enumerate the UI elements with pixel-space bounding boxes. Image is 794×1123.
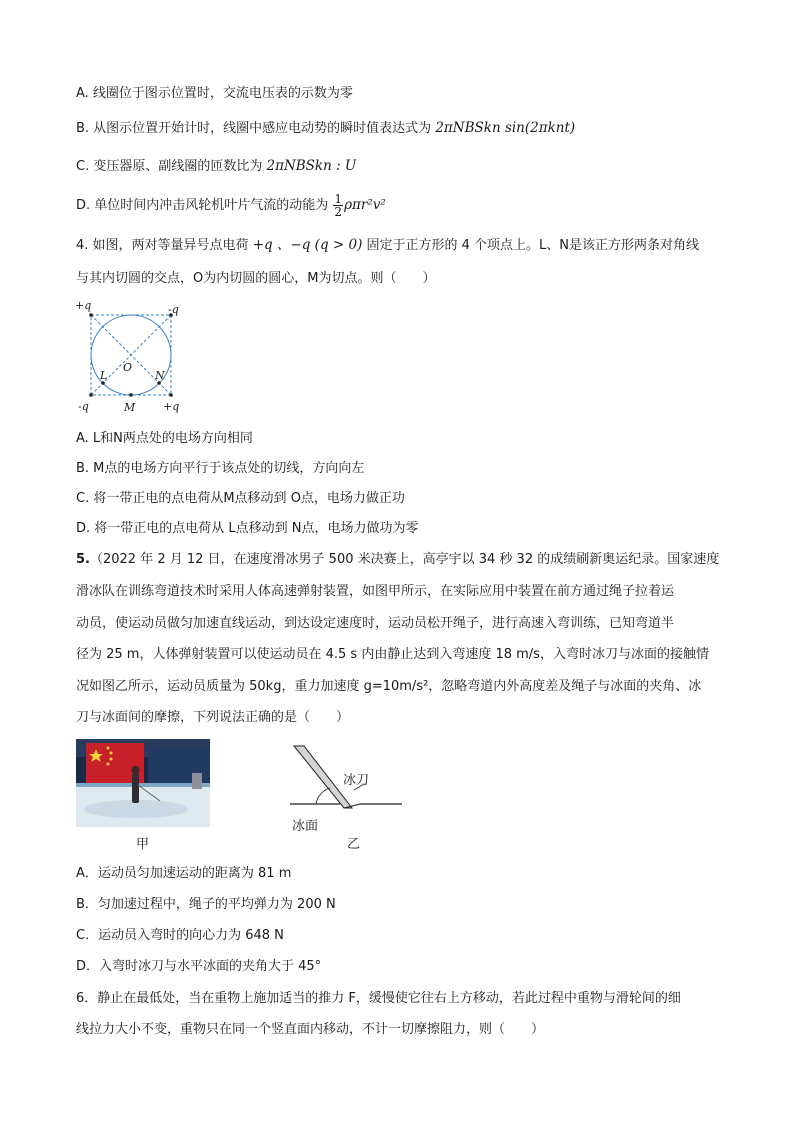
q4-stem-text-b: 固定于正方形的 4 个项点上。L、N是该正方形两条对角线 [366,238,699,253]
label-ice-surface: 冰面 [292,819,319,834]
q3-option-c-text: C. 变压器原、副线圈的匝数比为 [76,159,263,174]
q5-number: 5. [76,552,90,567]
q3-option-d-text: D. 单位时间内冲击风轮机叶片气流的动能为 [76,198,329,213]
q4-stem-line2: 与其内切圆的交点，O为内切圆的圆心，M为切点。则（ ） [76,271,436,286]
q4-option-d: D. 将一带正电的点电荷从 L点移动到 N点，电场力做功为零 [76,521,419,536]
q3-option-c-formula: 2πNBSkn : U [266,158,357,174]
q4-option-b: B. M点的电场方向平行于该点处的切线，方向向左 [76,461,365,476]
q4-square-charge-figure [74,297,186,419]
vertex-dot-top-left [89,313,93,317]
label-blade: 冰刀 [343,773,370,788]
point-label-m: M [124,401,136,414]
q5-option-b: B．匀加速过程中，绳子的平均弹力为 200 N [76,897,336,912]
q4-option-c: C. 将一带正电的点电荷从M点移动到 O点，电场力做正功 [76,491,405,506]
q3-option-b [76,119,575,138]
q4-stem-text-a: 4. 如图，两对等量异号点电荷 [76,238,249,253]
flag-small-star-1 [107,747,110,750]
q3-option-b-formula: 2πNBSkn sin(2πknt) [435,120,576,136]
figure-jia-caption: 甲 [136,837,150,852]
center-label-o: O [123,361,133,374]
charge-label-top-right: -q [168,303,179,316]
vertex-dot-bottom-right [169,393,173,397]
q3-option-a: A. 线圈位于图示位置时，交流电压表的示数为零 [76,86,353,101]
q5-option-d: D．入弯时冰刀与水平冰面的夹角大于 45° [76,959,322,974]
charge-label-bottom-left: -q [78,400,89,413]
flag-small-star-4 [107,763,110,766]
q5-photo-jia [76,739,210,827]
q3-option-d-formula: ρπr²v² [344,197,386,213]
q4-stem-formula: +q 、−q (q > 0) [252,237,363,253]
angle-arc [316,788,330,804]
q4-option-a: A. L和N两点处的电场方向相同 [76,431,253,446]
vertex-dot-bottom-left [89,393,93,397]
charge-label-bottom-right: +q [163,400,180,413]
skater-figure [132,773,139,803]
skater-head [132,766,140,774]
point-label-n: N [155,369,165,382]
q5-stem-line2: 滑冰队在训练弯道技术时采用人体高速弹射装置，如图甲所示，在实际应用中装置在前方通过绳子拉着运 [76,584,675,599]
q5-stem-line6: 刀与冰面间的摩擦，下列说法正确的是（ ） [76,710,350,725]
q5-stem-line3: 动员，使运动员做匀加速直线运动，到达设定速度时，运动员松开绳子，进行高速入弯训练，已知弯道半 [76,616,675,631]
fraction-denominator: 2 [334,205,343,219]
q3-option-d [76,193,386,218]
point-m-dot [129,393,133,397]
q6-stem-line1: 6．静止在最低处，当在重物上施加适当的推力 F，缓慢使它往右上方移动，若此过程中重物与滑轮间的细 [76,991,681,1006]
q5-stem-line1 [76,551,719,569]
launch-device [192,773,202,789]
flag-small-star-2 [110,752,113,755]
q4-stem-line1 [76,236,699,255]
q3-option-c [76,157,356,176]
q3-option-b-text: B. 从图示位置开始计时，线圈中感应电动势的瞬时值表达式为 [76,121,432,136]
q5-stem-line5: 况如图乙所示，运动员质量为 50kg，重力加速度 g=10m/s²，忽略弯道内外高度差及绳子与冰面的夹角、冰 [76,679,702,694]
q5-stem-line1-text: （2022 年 2 月 12 日，在速度滑冰男子 500 米决赛上，高亭宇以 34 秒 32 的成绩刷新奥运纪录。国家速度 [89,552,720,567]
rink-barrier [76,783,210,787]
fraction-numerator: 1 [334,192,343,206]
q5-option-a: A．运动员匀加速运动的距离为 81 m [76,866,292,881]
figure-yi-caption: 乙 [347,837,361,852]
q6-stem-line2: 线拉力大小不变，重物只在同一个竖直面内移动，不计一切摩擦阻力，则（ ） [76,1022,545,1037]
flag-small-star-3 [110,758,113,761]
charge-label-top-left: +q [75,299,92,312]
q5-stem-line4: 径为 25 m，人体弹射装置可以使运动员在 4.5 s 内由静止达到入弯速度 18 m/s，入弯时冰刀与冰面的接触情 [76,647,709,662]
q3-option-d-fraction [333,193,343,218]
point-label-l: L [100,369,108,382]
q5-option-c: C．运动员入弯时的向心力为 648 N [76,928,284,943]
